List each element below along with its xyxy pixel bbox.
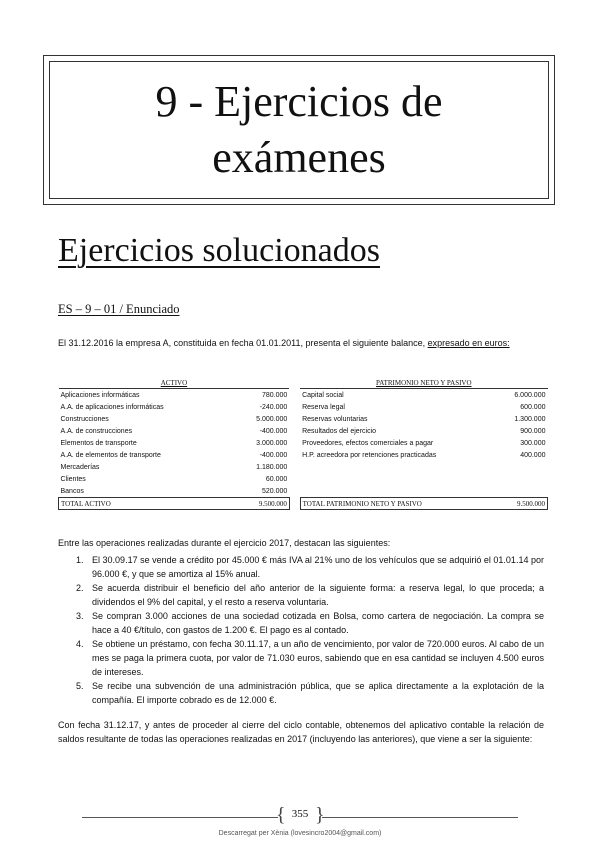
balance-row bbox=[59, 413, 548, 425]
operation-text: Se obtiene un préstamo, con fecha 30.11.17, a un año de vencimiento, por valor de 720.000 euros. Al cabo de un mes se paga la primera cuota, por valor de 71.030 euros, sabiendo que en esa cantidad se incluyen 4.500 euros de intereses. bbox=[92, 639, 544, 677]
pasivo-label: H.P. acreedora por retenciones practicadas bbox=[302, 451, 437, 459]
activo-value: 780.000 bbox=[262, 391, 288, 399]
activo-value: 1.180.000 bbox=[256, 463, 288, 471]
operation-text: Se compran 3.000 acciones de una sociedad cotizada en Bolsa, como cartera de negociación. La compra se hace a 40 €/título, con gastos de 1.200 €. El pago es al contado. bbox=[92, 611, 544, 635]
footer-rule-right bbox=[322, 817, 518, 818]
pasivo-label: Proveedores, efectos comerciales a pagar bbox=[302, 439, 434, 447]
operation-item bbox=[76, 679, 544, 707]
activo-value: -240.000 bbox=[259, 403, 288, 411]
column-gap bbox=[289, 437, 300, 449]
balance-row bbox=[59, 389, 548, 402]
operation-item bbox=[76, 609, 544, 637]
column-gap bbox=[289, 473, 300, 485]
intro-paragraph bbox=[58, 336, 544, 350]
pasivo-value: 1.300.000 bbox=[514, 415, 546, 423]
activo-label: A.A. de construcciones bbox=[60, 427, 133, 435]
balance-body bbox=[59, 389, 548, 498]
pasivo-value: 400.000 bbox=[520, 451, 546, 459]
pasivo-label: Resultados del ejercicio bbox=[302, 427, 377, 435]
page-number-bracket-right: } bbox=[315, 804, 325, 826]
total-activo-value: 9.500.000 bbox=[207, 498, 289, 510]
page-number: 355 bbox=[291, 808, 309, 820]
intro-underlined-text: expresado en euros: bbox=[427, 338, 510, 348]
total-pasivo-value: 9.500.000 bbox=[469, 498, 548, 510]
activo-value: -400.000 bbox=[259, 427, 288, 435]
pasivo-label: Reserva legal bbox=[302, 403, 345, 411]
chapter-title-box-inner bbox=[49, 61, 549, 199]
operation-number: 5. bbox=[76, 681, 84, 691]
pasivo-header: PATRIMONIO NETO Y PASIVO bbox=[300, 377, 547, 389]
chapter-title: 9 - Ejercicios de exámenes bbox=[155, 77, 443, 182]
operation-number: 3. bbox=[76, 611, 84, 621]
column-gap bbox=[289, 425, 300, 437]
activo-value: 3.000.000 bbox=[256, 439, 288, 447]
balance-header-row bbox=[59, 377, 548, 389]
activo-value: 5.000.000 bbox=[256, 415, 288, 423]
column-gap bbox=[289, 389, 300, 402]
balance-row bbox=[59, 473, 548, 485]
activo-value: 60.000 bbox=[265, 475, 288, 483]
pasivo-value bbox=[469, 473, 548, 485]
balance-row bbox=[59, 449, 548, 461]
balance-row bbox=[59, 485, 548, 498]
operation-number: 1. bbox=[76, 555, 84, 565]
activo-label: Construcciones bbox=[60, 415, 109, 423]
operation-text: Se recibe una subvención de una administración pública, que se aplica directamente a la explotación de la compañía. El importe cobrado es de 12.000 €. bbox=[92, 681, 544, 705]
operation-number: 4. bbox=[76, 639, 84, 649]
total-activo-label: TOTAL ACTIVO bbox=[59, 498, 208, 510]
operation-number: 2. bbox=[76, 583, 84, 593]
column-gap bbox=[289, 461, 300, 473]
pasivo-value bbox=[469, 461, 548, 473]
section-title: Ejercicios solucionados bbox=[58, 232, 380, 269]
pasivo-value: 6.000.000 bbox=[514, 391, 546, 399]
footer-rule-left bbox=[82, 817, 278, 818]
pasivo-value bbox=[469, 485, 548, 498]
activo-label: Bancos bbox=[60, 487, 84, 495]
closing-paragraph: Con fecha 31.12.17, y antes de proceder al cierre del ciclo contable, obtenemos del aplicativo contable la relación de saldos resultante de todas las operaciones realizadas en 2017 (incluyendo las anteriores), que viene a ser la siguiente: bbox=[58, 720, 544, 744]
download-note: Descarregat per Xènia (lovesincro2004@gmail.com) bbox=[218, 830, 382, 837]
operation-item bbox=[76, 581, 544, 609]
operations-intro: Entre las operaciones realizadas durante el ejercicio 2017, destacan las siguientes: bbox=[58, 538, 391, 548]
activo-value: -400.000 bbox=[259, 451, 288, 459]
chapter-title-box bbox=[43, 55, 555, 205]
operations-list bbox=[76, 553, 544, 707]
balance-row bbox=[59, 437, 548, 449]
column-gap bbox=[289, 449, 300, 461]
pasivo-label bbox=[300, 485, 469, 498]
operation-text: El 30.09.17 se vende a crédito por 45.000 € más IVA al 21% uno de los vehículos que se adquirió el 01.01.14 por 96.000 €, y que se amortiza al 15% anual. bbox=[92, 555, 544, 579]
activo-label: Clientes bbox=[60, 475, 86, 483]
activo-value: 520.000 bbox=[262, 487, 288, 495]
activo-label: A.A. de aplicaciones informáticas bbox=[60, 403, 164, 411]
column-gap bbox=[289, 485, 300, 498]
pasivo-value: 300.000 bbox=[520, 439, 546, 447]
pasivo-value: 600.000 bbox=[520, 403, 546, 411]
activo-label: A.A. de elementos de transporte bbox=[60, 451, 161, 459]
column-gap bbox=[289, 413, 300, 425]
balance-row bbox=[59, 461, 548, 473]
total-pasivo-label: TOTAL PATRIMONIO NETO Y PASIVO bbox=[300, 498, 469, 510]
exercise-title: ES – 9 – 01 / Enunciado bbox=[58, 302, 180, 316]
activo-label: Aplicaciones informáticas bbox=[60, 391, 140, 399]
column-gap bbox=[289, 401, 300, 413]
pasivo-label bbox=[300, 461, 469, 473]
operation-item bbox=[76, 637, 544, 679]
pasivo-label: Capital social bbox=[302, 391, 344, 399]
operation-text: Se acuerda distribuir el beneficio del año anterior de la siguiente forma: a reserva legal, lo que proceda; a dividendos el 9% del capital, y el resto a reserva voluntaria. bbox=[92, 583, 544, 607]
intro-text: El 31.12.2016 la empresa A, constituida en fecha 01.01.2011, presenta el siguiente balance, bbox=[58, 338, 428, 348]
page-number-bracket-left: { bbox=[276, 804, 286, 826]
operation-item bbox=[76, 553, 544, 581]
balance-table bbox=[58, 377, 548, 510]
activo-label: Elementos de transporte bbox=[60, 439, 137, 447]
balance-row bbox=[59, 425, 548, 437]
balance-row bbox=[59, 401, 548, 413]
pasivo-value: 900.000 bbox=[520, 427, 546, 435]
activo-header: ACTIVO bbox=[59, 377, 290, 389]
pasivo-label bbox=[300, 473, 469, 485]
balance-total-row bbox=[59, 498, 548, 510]
activo-label: Mercaderías bbox=[60, 463, 100, 471]
pasivo-label: Reservas voluntarias bbox=[302, 415, 368, 423]
